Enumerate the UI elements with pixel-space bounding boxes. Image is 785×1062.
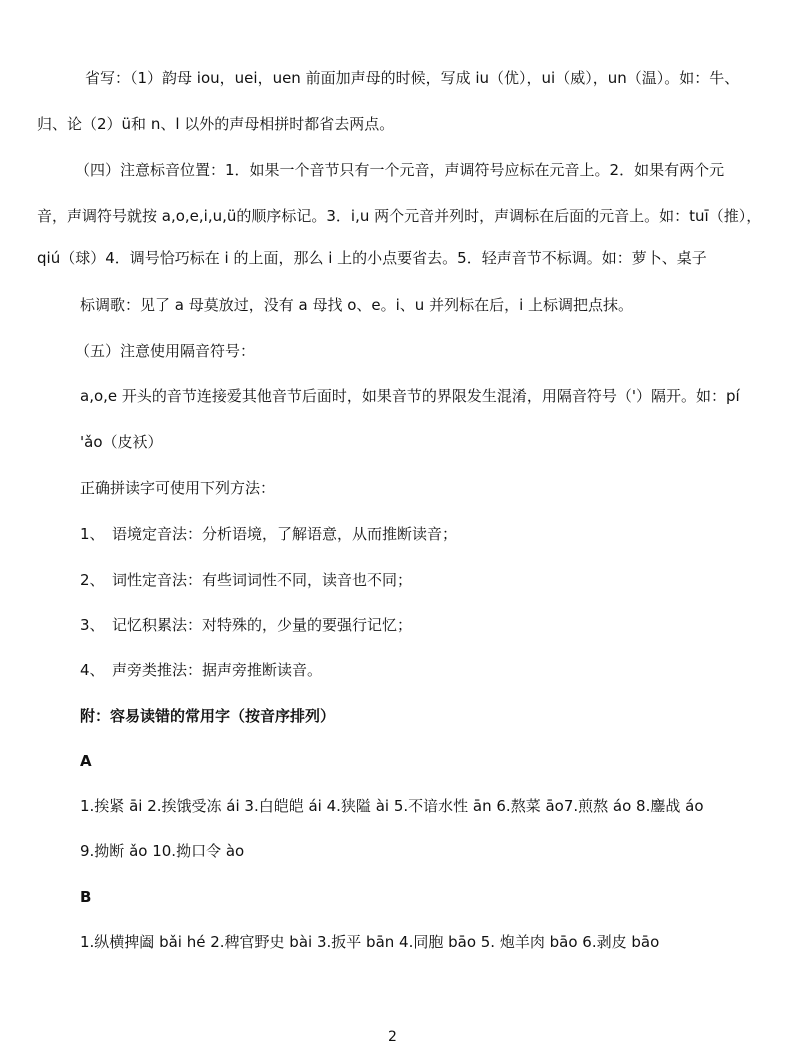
method-item-1: 1、 语境定音法：分析语境，了解语意，从而推断读音； [80,525,458,543]
appendix-heading: 附：容易读错的常用字（按音序排列） [80,707,336,725]
method-item-2: 2、 词性定音法：有些词词性不同，读音也不同； [80,571,413,589]
word-list-a-line-1: 1.挨紧 āi 2.挨饿受冻 ái 3.白皑皑 ái 4.狭隘 ài 5.不谙水性 ān 6.熬菜 āo7.煎熬 áo 8.鏖战 áo [80,797,704,815]
section-letter-a: A [80,752,92,770]
paragraph-line-5: qiú（球）4．调号恰巧标在 i 的上面，那么 i 上的小点要省去。5．轻声音节不标调。如：萝卜、桌子 [37,249,707,267]
paragraph-line-9: 'ǎo（皮袄） [80,433,163,451]
page-number: 2 [388,1029,397,1045]
paragraph-line-6: 标调歌：见了 a 母莫放过，没有 a 母找 o、e。i、u 并列标在后，i 上标调把点抹。 [80,296,634,314]
paragraph-line-3: （四）注意标音位置：1．如果一个音节只有一个元音，声调符号应标在元音上。2．如果有两个元 [75,161,725,179]
method-item-3: 3、 记忆积累法：对特殊的，少量的要强行记忆； [80,616,413,634]
section-letter-b: B [80,888,92,906]
paragraph-line-7: （五）注意使用隔音符号： [75,342,256,360]
paragraph-line-4: 音，声调符号就按 a,o,e,i,u,ü的顺序标记。3．i,u 两个元音并列时，声调标在后面的元音上。如：tuī（推）， [37,207,762,225]
paragraph-line-2: 归、论（2）ü和 n、l 以外的声母相拼时都省去两点。 [37,115,395,133]
word-list-b-line-1: 1.纵横捭阖 bǎi hé 2.稗官野史 bài 3.扳平 bān 4.同胞 bāo 5. 炮羊肉 bāo 6.剥皮 bāo [80,933,660,951]
word-list-a-line-2: 9.拗断 ǎo 10.拗口令 ào [80,842,245,860]
paragraph-line-10: 正确拼读字可使用下列方法： [80,479,276,497]
paragraph-line-8: a,o,e 开头的音节连接爱其他音节后面时，如果音节的界限发生混淆，用隔音符号（'）隔开。如：pí [80,387,740,405]
method-item-4: 4、 声旁类推法：据声旁推断读音。 [80,661,323,679]
paragraph-line-1: 省写：（1）韵母 iou，uei，uen 前面加声母的时候，写成 iu（优），ui（威），un（温）。如：牛、 [85,69,740,87]
